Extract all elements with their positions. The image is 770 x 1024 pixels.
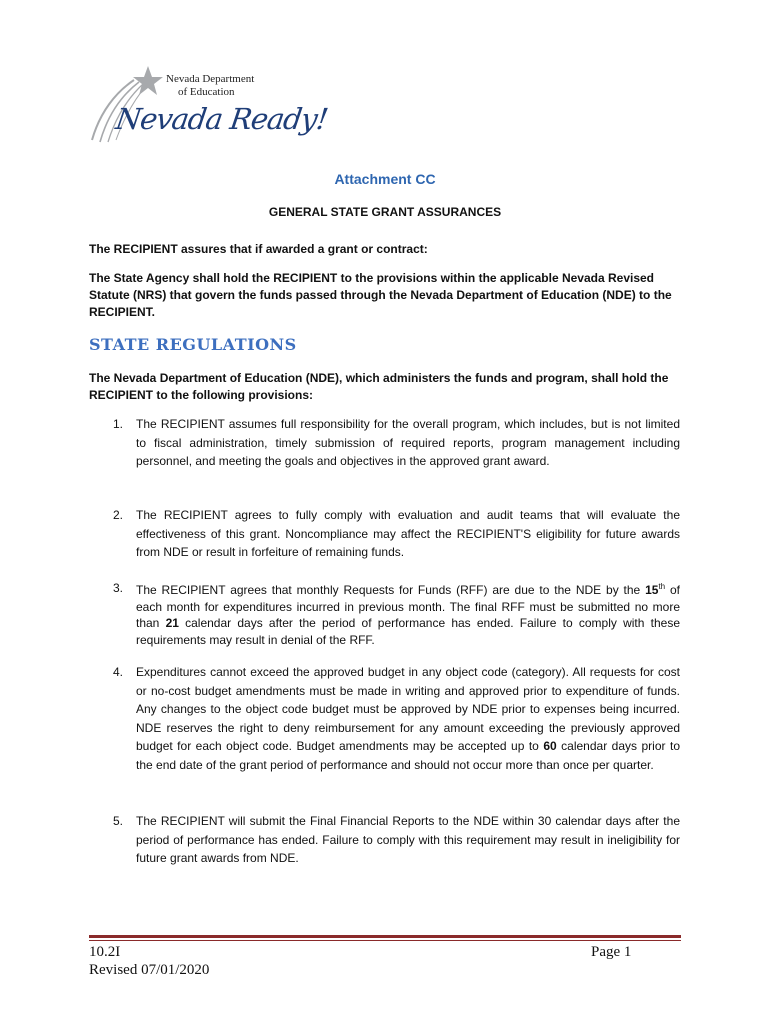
footer-divider (89, 935, 681, 938)
list-item-text: The RECIPIENT assumes full responsibility for the overall program, which includes, but is not limited to fiscal administration, timely submission of required reports, program management including personnel, and meeting the goals and objectives in the approved grant award. (136, 417, 680, 469)
list-item-number: 5. (113, 814, 124, 828)
list-item-text: The RECIPIENT agrees that monthly Requests for Funds (RFF) are due to the NDE by the 15th of each month for expenditures incurred in previous month. The final RFF must be submitted no more than 21 calendar days after the period of performance has ended. Failure to comply with these requirements may result in denial of the RFF. (136, 582, 680, 647)
logo-tagline: Nevada Ready! (113, 102, 330, 136)
list-item-text: The RECIPIENT agrees to fully comply with evaluation and audit teams that will evaluate the effectiveness of this grant. Noncompliance may affect the RECIPIENT'S eligibility for future awards from NDE or result in forfeiture of remaining funds. (136, 508, 680, 560)
footer-form-code: 10.2I (89, 944, 121, 960)
section-heading: STATE REGULATIONS (89, 335, 297, 354)
footer-divider-thin (89, 940, 681, 941)
logo-org-line1: Nevada Department (166, 73, 255, 85)
footer-page-number: Page 1 (591, 944, 632, 960)
list-item-number: 4. (113, 665, 124, 679)
nde-logo (86, 62, 330, 162)
list-item-number: 2. (113, 508, 124, 522)
intro-paragraph-2: The State Agency shall hold the RECIPIENT to the provisions within the applicable Nevada Revised Statute (NRS) that govern the funds passed through the Nevada Department of Education (NDE) to the RECIPIENT. (89, 271, 672, 319)
list-item-text: The RECIPIENT will submit the Final Financial Reports to the NDE within 30 calendar days after the period of performance has ended. Failure to comply with this requirement may result in ineligibility for future grant awards from NDE. (136, 814, 680, 866)
footer-revised-date: Revised 07/01/2020 (89, 962, 210, 978)
logo-org-line2: of Education (178, 86, 235, 98)
list-item-number: 1. (113, 417, 124, 431)
list-item-number: 3. (113, 581, 124, 595)
section-lead: The Nevada Department of Education (NDE), which administers the funds and program, shall hold the RECIPIENT to the following provisions: (89, 371, 669, 402)
list-item-text: Expenditures cannot exceed the approved budget in any object code (category). All requests for cost or no-cost budget amendments must be made in writing and approved prior to expenditure of funds. Any changes to the object code budget must be approved by NDE prior to expenses being incurred. NDE reserves the right to deny reimbursement for any amount exceeding the previously approved budget for each object code. Budget amendments may be accepted up to 60 calendar days prior to the end date of the grant period of performance and should not occur more than once per quarter. (136, 665, 680, 772)
intro-paragraph-1: The RECIPIENT assures that if awarded a grant or contract: (89, 242, 428, 256)
page-title: GENERAL STATE GRANT ASSURANCES (268, 205, 502, 219)
attachment-title: Attachment CC (334, 171, 436, 187)
star-icon (133, 66, 163, 95)
